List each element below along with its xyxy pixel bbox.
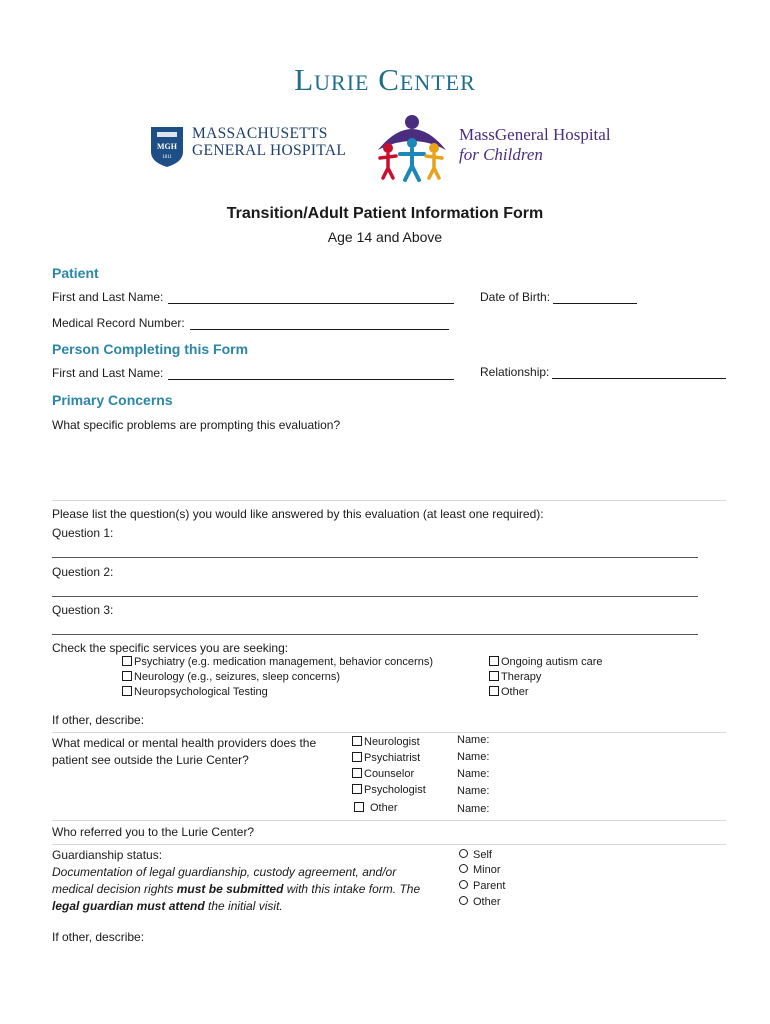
radio-button[interactable] [459,896,468,905]
providers-question-line2: patient see outside the Lurie Center? [52,753,249,767]
guardianship-option-self[interactable] [459,849,492,861]
services-label: Check the specific services you are seeking: [52,641,289,655]
question-3-label: Question 3: [52,603,114,617]
checkbox[interactable] [352,752,362,762]
relationship-label: Relationship: [480,365,550,379]
service-option-therapy[interactable] [489,671,541,683]
question-2-label: Question 2: [52,565,114,579]
service-label-therapy: Therapy [501,671,542,683]
section-heading-completer: Person Completing this Form [52,341,249,357]
guardianship-label-self: Self [473,849,492,861]
provider-name-label: Name: [457,751,490,763]
patient-name-field[interactable] [168,303,454,304]
mrn-field[interactable] [190,329,449,330]
lurie-center-logo: Lurie Center [294,62,476,97]
provider-label-other: Other [370,802,398,814]
divider [52,844,726,845]
providers-question-line1: What medical or mental health providers does the [52,736,317,750]
guardianship-label-minor: Minor [473,864,501,876]
guardianship-label: Guardianship status: [52,848,163,862]
checkbox[interactable] [489,686,499,696]
completer-name-field[interactable] [168,379,454,380]
mgh-logo-text [192,125,346,159]
checkbox[interactable] [489,671,499,681]
mrn-label: Medical Record Number: [52,316,185,330]
patient-name-label: First and Last Name: [52,290,164,304]
service-option-psychiatry[interactable] [122,656,433,668]
form-subtitle: Age 14 and Above [327,229,443,245]
dob-label: Date of Birth: [480,290,551,304]
section-heading-patient: Patient [52,265,99,281]
guardianship-label-other: Other [473,896,501,908]
mgh-logo-line2: GENERAL HOSPITAL [192,142,347,159]
provider-label-psychologist: Psychologist [364,784,426,796]
provider-name-label: Name: [457,734,490,746]
mgh-shield-abbrev: MGH [157,142,177,151]
service-label-psychiatry: Psychiatry (e.g. medication management, behavior concerns) [134,656,433,668]
provider-option-neurologist[interactable] [352,736,420,748]
provider-label-neurologist: Neurologist [364,736,420,748]
checkbox[interactable] [122,686,132,696]
service-option-autism[interactable] [489,656,603,668]
service-label-autism: Ongoing autism care [501,656,603,668]
radio-button[interactable] [459,880,468,889]
mgh-shield-icon [150,126,184,168]
mghfc-logo-line1: MassGeneral Hospital [459,125,611,144]
guardianship-option-minor[interactable] [459,864,501,876]
checkbox[interactable] [489,656,499,666]
question-1-label: Question 1: [52,526,114,540]
other-describe-label-2: If other, describe: [52,930,145,944]
checkbox[interactable] [122,671,132,681]
radio-button[interactable] [459,849,468,858]
form-title: Transition/Adult Patient Information Form [226,205,544,222]
provider-name-label: Name: [457,785,490,797]
completer-name-label: First and Last Name: [52,366,164,380]
mghfc-logo-line2: for Children [459,145,543,164]
radio-button[interactable] [459,864,468,873]
service-option-other[interactable] [489,686,529,698]
guardianship-label-parent: Parent [473,880,506,892]
service-label-neuropsych: Neuropsychological Testing [134,686,268,698]
service-option-neuropsych[interactable] [122,686,268,698]
guardianship-option-other[interactable] [459,896,501,908]
checkbox[interactable] [352,736,362,746]
mgh-shield-year: 1811 [162,155,172,160]
section-heading-concerns: Primary Concerns [52,392,173,408]
guardianship-note-line3: legal guardian must attend the initial visit. [52,899,283,913]
problems-label: What specific problems are prompting this evaluation? [52,418,341,432]
checkbox[interactable] [354,802,364,812]
questions-intro: Please list the question(s) you would like answered by this evaluation (at least one required): [52,507,544,521]
guardianship-note-line2: medical decision rights must be submitted with this intake form. The [52,882,421,896]
checkbox[interactable] [122,656,132,666]
mghfc-family-icon [372,110,452,182]
mgh-logo-line1: MASSACHUSETTS [192,125,328,142]
guardianship-note-line1: Documentation of legal guardianship, custody agreement, and/or [52,865,397,879]
service-label-other: Other [501,686,529,698]
divider [52,500,726,501]
other-describe-label: If other, describe: [52,713,145,727]
provider-option-psychiatrist[interactable] [352,752,420,764]
divider [52,732,726,733]
divider [52,820,726,821]
relationship-field[interactable] [552,378,726,379]
service-label-neurology: Neurology (e.g., seizures, sleep concerns) [134,671,341,683]
dob-field[interactable] [553,303,637,304]
provider-label-counselor: Counselor [364,768,415,780]
referral-label: Who referred you to the Lurie Center? [52,825,255,839]
provider-name-label: Name: [457,768,490,780]
checkbox[interactable] [352,768,362,778]
provider-option-other[interactable] [354,802,398,814]
checkbox[interactable] [352,784,362,794]
question-2-field[interactable] [52,596,698,597]
provider-name-label: Name: [457,803,490,815]
service-option-neurology[interactable] [122,671,340,683]
question-3-field[interactable] [52,634,698,635]
provider-option-counselor[interactable] [352,768,414,780]
provider-label-psychiatrist: Psychiatrist [364,752,421,764]
guardianship-option-parent[interactable] [459,880,505,892]
question-1-field[interactable] [52,557,698,558]
problems-textarea[interactable] [52,434,726,498]
provider-option-psychologist[interactable] [352,784,426,796]
